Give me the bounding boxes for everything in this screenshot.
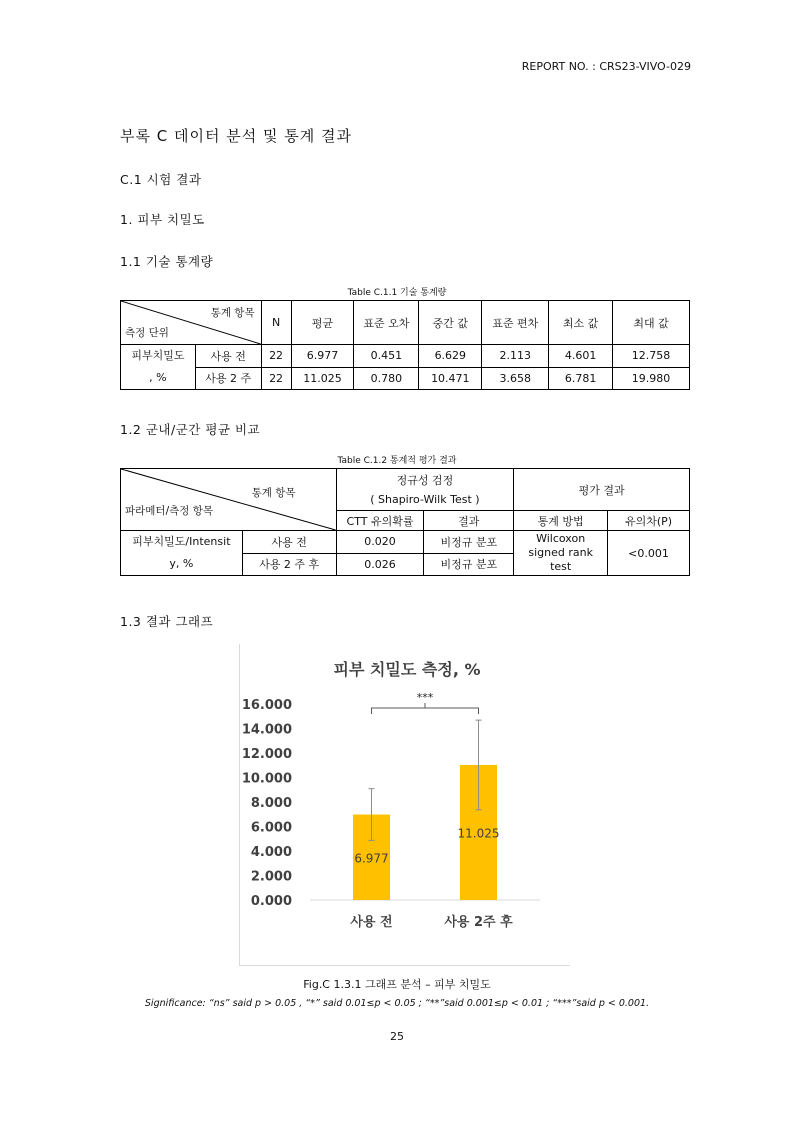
statistical-evaluation-table [120,468,690,576]
table2-param-line2: y, % [169,557,194,570]
table2-subheader: 유의차(P) [608,511,690,531]
table1-header: 최소 값 [549,301,613,345]
table1-param-line2: , % [149,371,167,384]
table1-header: 평균 [291,301,354,345]
table2-row-label: 사용 2 주 후 [242,553,336,576]
table1-cell: 4.601 [549,345,613,368]
table2-method: Wilcoxon signed rank test [514,531,608,576]
table1-cell: 10.471 [419,367,482,390]
table1-cell: 12.758 [613,345,690,368]
table1-cell: 22 [261,345,291,368]
section-c1-heading: C.1 시험 결과 [120,172,202,187]
y-tick-label: 6.000 [250,820,292,836]
significance-bracket [372,708,479,714]
figure-caption: Fig.C 1.3.1 그래프 분석 – 피부 치밀도 [303,978,491,991]
table2-cell: 0.020 [336,531,424,554]
x-tick-label: 사용 전 [350,915,393,930]
table1-header: 최대 값 [613,301,690,345]
table2-normality-header [336,469,514,511]
table2-subheader: CTT 유의확률 [336,511,424,531]
table1-param-line1: 피부치밀도 [131,349,185,362]
table1-cell: 11.025 [291,367,354,390]
table2-normality-subtitle: ( Shapiro-Wilk Test ) [370,492,480,506]
section-1-heading: 1. 피부 치밀도 [120,212,205,227]
y-tick-label: 8.000 [250,796,292,811]
descriptive-stats-table [120,300,690,390]
table1-cell: 6.629 [419,345,482,368]
bar-chart [240,644,571,966]
significance-marker: *** [416,691,434,704]
table2-eval-header: 평가 결과 [514,469,690,511]
table1-cell: 0.780 [354,367,419,390]
y-tick-label: 4.000 [250,845,292,860]
table2-param-cell [121,531,243,576]
table2-cell: 비정규 분포 [424,531,514,554]
y-tick-label: 10.000 [241,771,292,787]
table1-cell: 22 [261,367,291,390]
x-tick-label: 사용 2주 후 [444,915,513,930]
table1-cell: 0.451 [354,345,419,368]
table1-header: N [261,301,291,345]
table2-corner-bottom: 파라메터/측정 항목 [125,505,214,517]
table1-cell: 6.977 [291,345,354,368]
table1-corner-top: 통계 항목 [210,307,255,319]
y-tick-label: 12.000 [241,747,292,762]
table2-significance: <0.001 [608,531,690,576]
section-1-1-heading: 1.1 기술 통계량 [120,254,214,269]
page-number: 25 [390,1030,404,1043]
report-number: REPORT NO. : CRS23-VIVO-029 [521,60,691,73]
table2-subheader: 통계 방법 [514,511,608,531]
table2-corner-cell [121,469,337,531]
y-tick-label: 2.000 [250,869,292,885]
table1-row-label: 사용 전 [195,345,261,368]
table1-caption: Table C.1.1 기술 통계량 [347,288,447,298]
table1-header: 중간 값 [419,301,482,345]
table2-subheader: 결과 [424,511,514,531]
data-label-2: 11.025 [457,826,500,841]
chart-frame [239,644,570,966]
table1-cell: 6.781 [549,367,613,390]
y-tick-label: 14.000 [241,722,292,738]
table1-cell: 19.980 [613,367,690,390]
section-1-3-heading: 1.3 결과 그래프 [120,614,214,629]
y-tick-label: 0.000 [250,894,292,909]
table1-cell: 2.113 [482,345,549,368]
table2-normality-title: 정규성 검정 [396,473,454,487]
table2-cell: 비정규 분포 [424,553,514,576]
y-tick-label: 16.000 [241,698,292,713]
chart-title: 피부 치밀도 측정, % [333,660,481,679]
data-label-1: 6.977 [354,851,389,866]
table2-caption: Table C.1.2 통계적 평가 결과 [337,456,457,466]
table2-param-line1: 피부치밀도/Intensit [132,535,231,548]
table2-cell: 0.026 [336,553,424,576]
table1-row-label: 사용 2 주 [195,367,261,390]
appendix-title: 부록 C 데이터 분석 및 통계 결과 [120,127,352,145]
table2-row-label: 사용 전 [242,531,336,554]
table1-cell: 3.658 [482,367,549,390]
table1-header: 표준 편차 [482,301,549,345]
table1-header: 표준 오차 [354,301,419,345]
table2-corner-top: 통계 항목 [251,487,296,499]
table1-corner-cell [121,301,262,345]
section-1-2-heading: 1.2 군내/군간 평균 비교 [120,422,261,437]
table1-param-cell [121,345,196,390]
table1-corner-bottom: 측정 단위 [125,327,169,339]
significance-note: Significance: “ns” said p > 0.05 , “*” said 0.01≤p < 0.05 ; “**”said 0.001≤p < 0.01 ; “***”said p < 0.001. [144,998,650,1009]
